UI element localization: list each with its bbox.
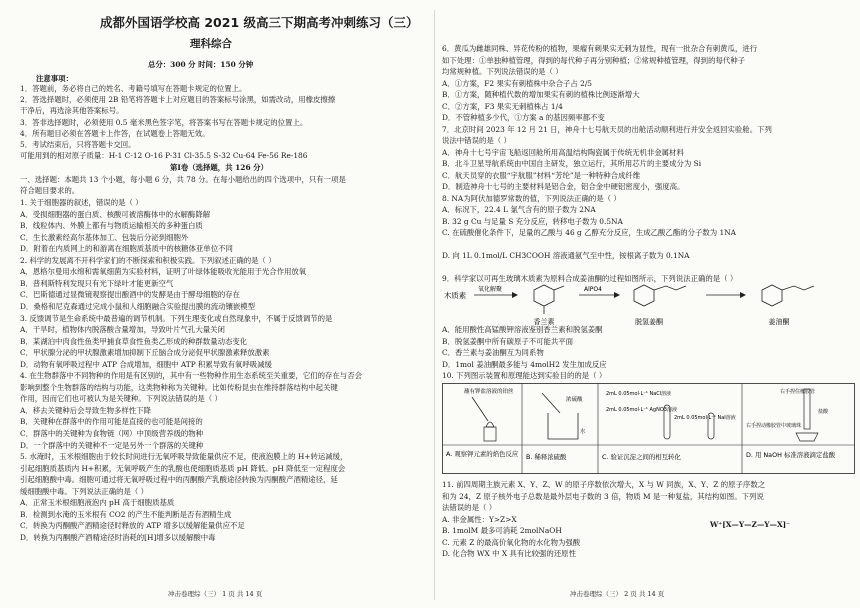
compound-2-name: 脱氢姜酮 bbox=[635, 318, 663, 326]
question-line: A．神舟十七号宇宙飞船返回舱所用高温结构陶瓷属于传统无机非金属材料 bbox=[442, 147, 684, 157]
question-line: B．①方案，随种植代数的增加果实有刺的植株比例逐渐增大 bbox=[442, 90, 640, 99]
benzene-ring-1 bbox=[534, 285, 554, 306]
question-line: 说法中错误的是（ ） bbox=[442, 136, 511, 145]
question-line: D．1mol 姜油酮最多能与 4molH2 发生加成反应 bbox=[442, 359, 607, 369]
beaker-icon bbox=[548, 413, 578, 439]
question-line: 8. NA为阿伏加德罗常数的值，下列说法正确的是（ ） bbox=[442, 193, 621, 203]
question-line: A. 非金属性：Y>Z>X bbox=[442, 514, 517, 524]
burette-icon bbox=[804, 389, 810, 429]
question-line: 10. 下列图示装置和原理能达到实验目的的是（ ） bbox=[442, 371, 607, 380]
question-line: 影响到整个生物群落的结构与功能，这类物种称为关键种。比如传粉昆虫在维持群落结构中起关键 bbox=[20, 382, 338, 392]
question-line: 7．北京时间 2023 年 12 月 21 日，神舟十七号航天员的出舱活动顺利进行并安全返回实验舱。下列 bbox=[442, 124, 772, 134]
question-line: 6．黄瓜为雌雄同株、异花传粉的植物，果瘤有刺果实无刺为显性，现有一批杂合有刺黄瓜，进行 bbox=[442, 44, 758, 53]
apparatus-d-caption: D. 用 NaOH 标准溶液滴定盐酸 bbox=[746, 451, 836, 459]
question-line: D．转换为丙酮酸产酒精途径时消耗的[H]增多以缓解酸中毒 bbox=[20, 532, 216, 542]
note-line: 4．所有题目必须在答题卡上作答，在试题卷上答题无效。 bbox=[20, 128, 210, 138]
question-line: B．北斗卫星导航系统由中国自主研发，独立运行，其所用芯片的主要成分为 Si bbox=[442, 159, 702, 168]
question-line: 3. 反馈调节是生命系统中最普遍的调节机制。下列生理变化或自然现象中，不属于反馈调节的是 bbox=[20, 313, 333, 323]
question-line: B．某湖泊中肉食性鱼类甲捕食草食性鱼类乙形成的种群数量动态变化 bbox=[20, 336, 248, 346]
note-line: 干净后，再选涂其他答案标号。 bbox=[20, 106, 124, 116]
page-footer-left: 冲击卷理综（三） 1 页 共 14 页 bbox=[168, 590, 263, 598]
note-line: 3．答非选择题时，必须使用 0.5 毫米黑色签字笔，将答案书写在答题卡规定的位置上。 bbox=[20, 117, 308, 127]
question-line: B. 1molM 最多可消耗 2molNaOH bbox=[442, 526, 562, 535]
question-line: C．甲状腺分泌的甲状腺激素增加抑制下丘脑合成分泌促甲状腺激素释放激素 bbox=[20, 348, 270, 358]
question-line: D．一个群落中的关键种不一定是另外一个群落的关键种 bbox=[20, 440, 204, 450]
question-line: D. 化合物 WX 中 X 具有比较强的还原性 bbox=[442, 549, 576, 558]
question-line: A．正常玉米根细胞液泡内 pH 高于细胞质基质 bbox=[20, 498, 175, 508]
question-line: C．群落中的关键种为食物链（网）中顶级营养级的物种 bbox=[20, 429, 204, 438]
apparatus-a-label: 蘸有钾盐溶液的铂丝 bbox=[464, 389, 514, 395]
scheme-arrowhead bbox=[512, 292, 518, 298]
scheme-step1: 氧化解聚 bbox=[478, 286, 503, 293]
note-line: 1．答题前，务必将自己的姓名、考籍号填写在答题卡规定的位置上。 bbox=[20, 84, 247, 93]
question-line: 4. 在生物群落中不同物种的作用是有区别的，其中有一些物种作用生态系统至关重要，它们的存在与否会 bbox=[20, 371, 362, 381]
question-line: A．干旱时，植物体内脱落酸含量增加，导致叶片气孔大量关闭 bbox=[20, 325, 225, 335]
structure-formula: W⁺[X—Y—Z—Y—X]⁻ bbox=[710, 520, 791, 529]
page-divider bbox=[434, 10, 435, 600]
exam-meta: 总分：300 分 时间：150 分钟 bbox=[148, 60, 254, 69]
question-line: B．关键种在群落中的作用可能是直接的也可能是间接的 bbox=[20, 417, 203, 427]
question-line: 11. 前四周期主族元素 X、Y、Z、W 的原子序数依次增大，X 与 W 同族，X、Y、Z 的原子序数之 bbox=[442, 480, 766, 489]
flame-icon bbox=[486, 422, 494, 427]
section-heading: 第Ⅰ卷（选择题，共 126 分） bbox=[170, 163, 268, 173]
notes-heading: 注意事项： bbox=[36, 74, 73, 83]
compound-3-name: 姜油酮 bbox=[768, 318, 790, 326]
question-line: A．移去关键种后会导致生物多样性下降 bbox=[20, 405, 151, 415]
question-line: 5. 水淹时，玉米根细胞由于较长时间进行无氧呼吸导致能量供应不足，使液泡膜上的 H+转运减缓， bbox=[20, 452, 348, 462]
question-line: 法错误的是（ ） bbox=[442, 503, 497, 512]
apparatus-b-label-2: 水 bbox=[580, 429, 586, 435]
page-footer-right: 冲击卷理综（三） 2 页 共 14 页 bbox=[570, 590, 665, 598]
apparatus-c-label-2: 2mL 0.05mol·L⁻¹ AgNO3溶液 bbox=[606, 407, 677, 413]
question-line: C．②方案，F3 果实无刺植株占 1/4 bbox=[442, 101, 563, 111]
flask-icon bbox=[796, 433, 818, 441]
apparatus-c-label-3: 2mL 0.05mol·L⁻¹ NaI溶液 bbox=[674, 415, 736, 421]
question-line: 9．科学家以可再生玻璃木质素为原料合成姜油酮的过程如图所示，下列说法正确的是（ ） bbox=[442, 274, 738, 283]
question-line: 2. 科学的发展离不开科学家们的不断探索和积极实践。下列叙述正确的是（ ） bbox=[20, 255, 276, 265]
question-line: 如下处理：①单独种植管理，得到的每代种子再分别种植；②常规种植管理，得到的每代种子 bbox=[442, 55, 746, 65]
question-line: D．桑格和尼克森通过完成小鼠和人细胞融合实验提出膜的流动镶嵌模型 bbox=[20, 301, 256, 311]
question-line: A．①方案，F2 果实有刺植株中杂合子占 2/5 bbox=[442, 78, 593, 88]
question-line: 作用，因而它们也可被认为是关键种。下列说法错误的是（ ） bbox=[20, 394, 222, 404]
question-line: D. 向 1L 0.1mol/L CH3COOH 溶液通氨气至中性，铵根离子数为 0.1NA bbox=[442, 251, 690, 260]
question-line: 均常规种植。下列说法错误的是（ ） bbox=[442, 67, 563, 76]
question-line: B．检测到水淹的玉米根有 CO2 的产生不能判断是否有酒精生成 bbox=[20, 509, 232, 519]
question-line: 1. 关于细胞器的叙述，错误的是（ ） bbox=[20, 198, 143, 207]
scheme-start: 木质素 bbox=[444, 291, 467, 300]
apparatus-a-caption: A. 观察钾元素的焰色反应 bbox=[446, 450, 519, 458]
question-line: C. 元素 Z 的最高价氧化物的水化物为强酸 bbox=[442, 537, 581, 547]
note-line: 2．答选择题时，必须使用 2B 铅笔将答题卡上对应题目的答案标号涂黑，如需改动，用橡皮擦擦 bbox=[20, 95, 336, 105]
question-line: C. 在硫酸催化条件下，足量的乙酸与 46 g 乙醇充分反应，生成乙酸乙酯的分子数为 1NA bbox=[442, 228, 737, 237]
apparatus-b-label-1: 浓硫酸 bbox=[566, 397, 583, 403]
apparatus-c-caption: C. 验证沉淀之间的相互转化 bbox=[602, 453, 681, 461]
benzene-ring-3 bbox=[762, 285, 782, 306]
question-line: A．能用酸性高锰酸钾溶液鉴别香兰素和脱氢姜酮 bbox=[442, 325, 603, 334]
question-line: D．不管种植多少代，①方案 a 的基因频率都不变 bbox=[442, 113, 605, 122]
question-line: B．脱氢姜酮中所有碳原子不可能共平面 bbox=[442, 336, 574, 346]
question-line: 引起细胞质基质内 H+积累，无氧呼吸产生的乳酸也使细胞质基质 pH 降低。pH 降低至一定程度会 bbox=[20, 463, 346, 473]
question-line: D．动物有氧呼吸过程中 ATP 合成增加，细胞中 ATP 积累导致有氧呼吸减缓 bbox=[20, 359, 272, 369]
question-line: C．航天员穿的衣服“宇航服”材料“芳纶”是一种特种合成纤维 bbox=[442, 170, 641, 180]
apparatus-d-label-1: 右手捏住橡胶管 bbox=[780, 389, 816, 395]
question-line: D．制造神舟十七号的主要材料是铝合金，铝合金中硬铝密度小，强度高。 bbox=[442, 182, 685, 191]
exam-subtitle: 理科综合 bbox=[190, 38, 232, 50]
benzene-ring-2 bbox=[634, 285, 654, 306]
question-line: 缓细胞酸中毒。下列说法正确的是（ ） bbox=[20, 486, 148, 496]
compound-1-name: 香兰素 bbox=[533, 318, 555, 326]
question-line: D．附着在内质网上的和游离在细胞质基质中的核糖体亚单位不同 bbox=[20, 244, 233, 254]
question-line: B．线粒体内、外膜上都有与物质运输相关的多种蛋白质 bbox=[20, 221, 203, 231]
question-line: B．普利斯特利发现只有光下绿叶才能更新空气 bbox=[20, 278, 174, 288]
apparatus-b-caption: B. 稀释浓硫酸 bbox=[526, 453, 567, 461]
apparatus-d-label-3: 右手捏动橡胶管中玻璃珠 bbox=[746, 423, 802, 429]
question-line: 引起细胞酸中毒。细胞可通过将无氧呼吸过程中的丙酮酸产乳酸途径转换为丙酮酸产酒精途径，延 bbox=[20, 475, 338, 485]
note-line: 可能用到的相对原子质量：H-1 C-12 O-16 P-31 Cl-35.5 S-32 Cu-64 Fe-56 Re-186 bbox=[20, 151, 308, 161]
apparatus-d-label-2: 盐酸 bbox=[818, 409, 829, 415]
page-right bbox=[440, 0, 860, 608]
question-line: A．标况下，22.4 L 氯气含有的原子数为 2NA bbox=[442, 205, 596, 214]
exam-title: 成都外国语学校高 2021 级高三下期高考冲刺练习（三） bbox=[100, 15, 419, 30]
question-line: C．转换为丙酮酸产酒精途径时释放的 ATP 增多以缓解能量供应不足 bbox=[20, 521, 245, 531]
question-line: 和为 24，Z 原子核外电子总数是最外层电子数的 3 倍，物质 M 是一种复盐，其结构如图。下列说 bbox=[442, 491, 764, 501]
synthesis-scheme bbox=[444, 282, 854, 326]
question-line: A．恩格尔曼用水绵和需氧细菌为实验材料，证明了叶绿体能吸收光能用于光合作用放氧 bbox=[20, 267, 307, 277]
question-line: C．巴斯德通过显微镜观察提出酿酒中的发酵是由于酵母细胞的存在 bbox=[20, 290, 240, 300]
apparatus-c-label-1: 2mL 0.05mol·L⁻¹ NaCl溶液 bbox=[606, 391, 672, 397]
note-line: 5．考试结束后，只将答题卡交回。 bbox=[20, 140, 136, 149]
question-line: A．受损细胞器的蛋白质、核酸可被溶酶体中的水解酶降解 bbox=[20, 209, 211, 219]
question-line: 一、选择题：本题共 13 个小题，每小题 6 分，共 78 分。在每小题给出的四个选项中，只有一项是 bbox=[20, 174, 346, 184]
question-line: C．香兰素与姜油酮互为同系物 bbox=[442, 348, 544, 357]
question-line: 符合题目要求的。 bbox=[20, 186, 80, 196]
scheme-reagent: AlPO4 bbox=[584, 286, 602, 293]
question-line: C．生长激素经高尔基体加工、包装后分泌到细胞外 bbox=[20, 232, 189, 242]
apparatus-table bbox=[442, 383, 856, 475]
question-line: B. 32 g Cu 与足量 S 充分反应，转移电子数为 0.5NA bbox=[442, 216, 623, 226]
